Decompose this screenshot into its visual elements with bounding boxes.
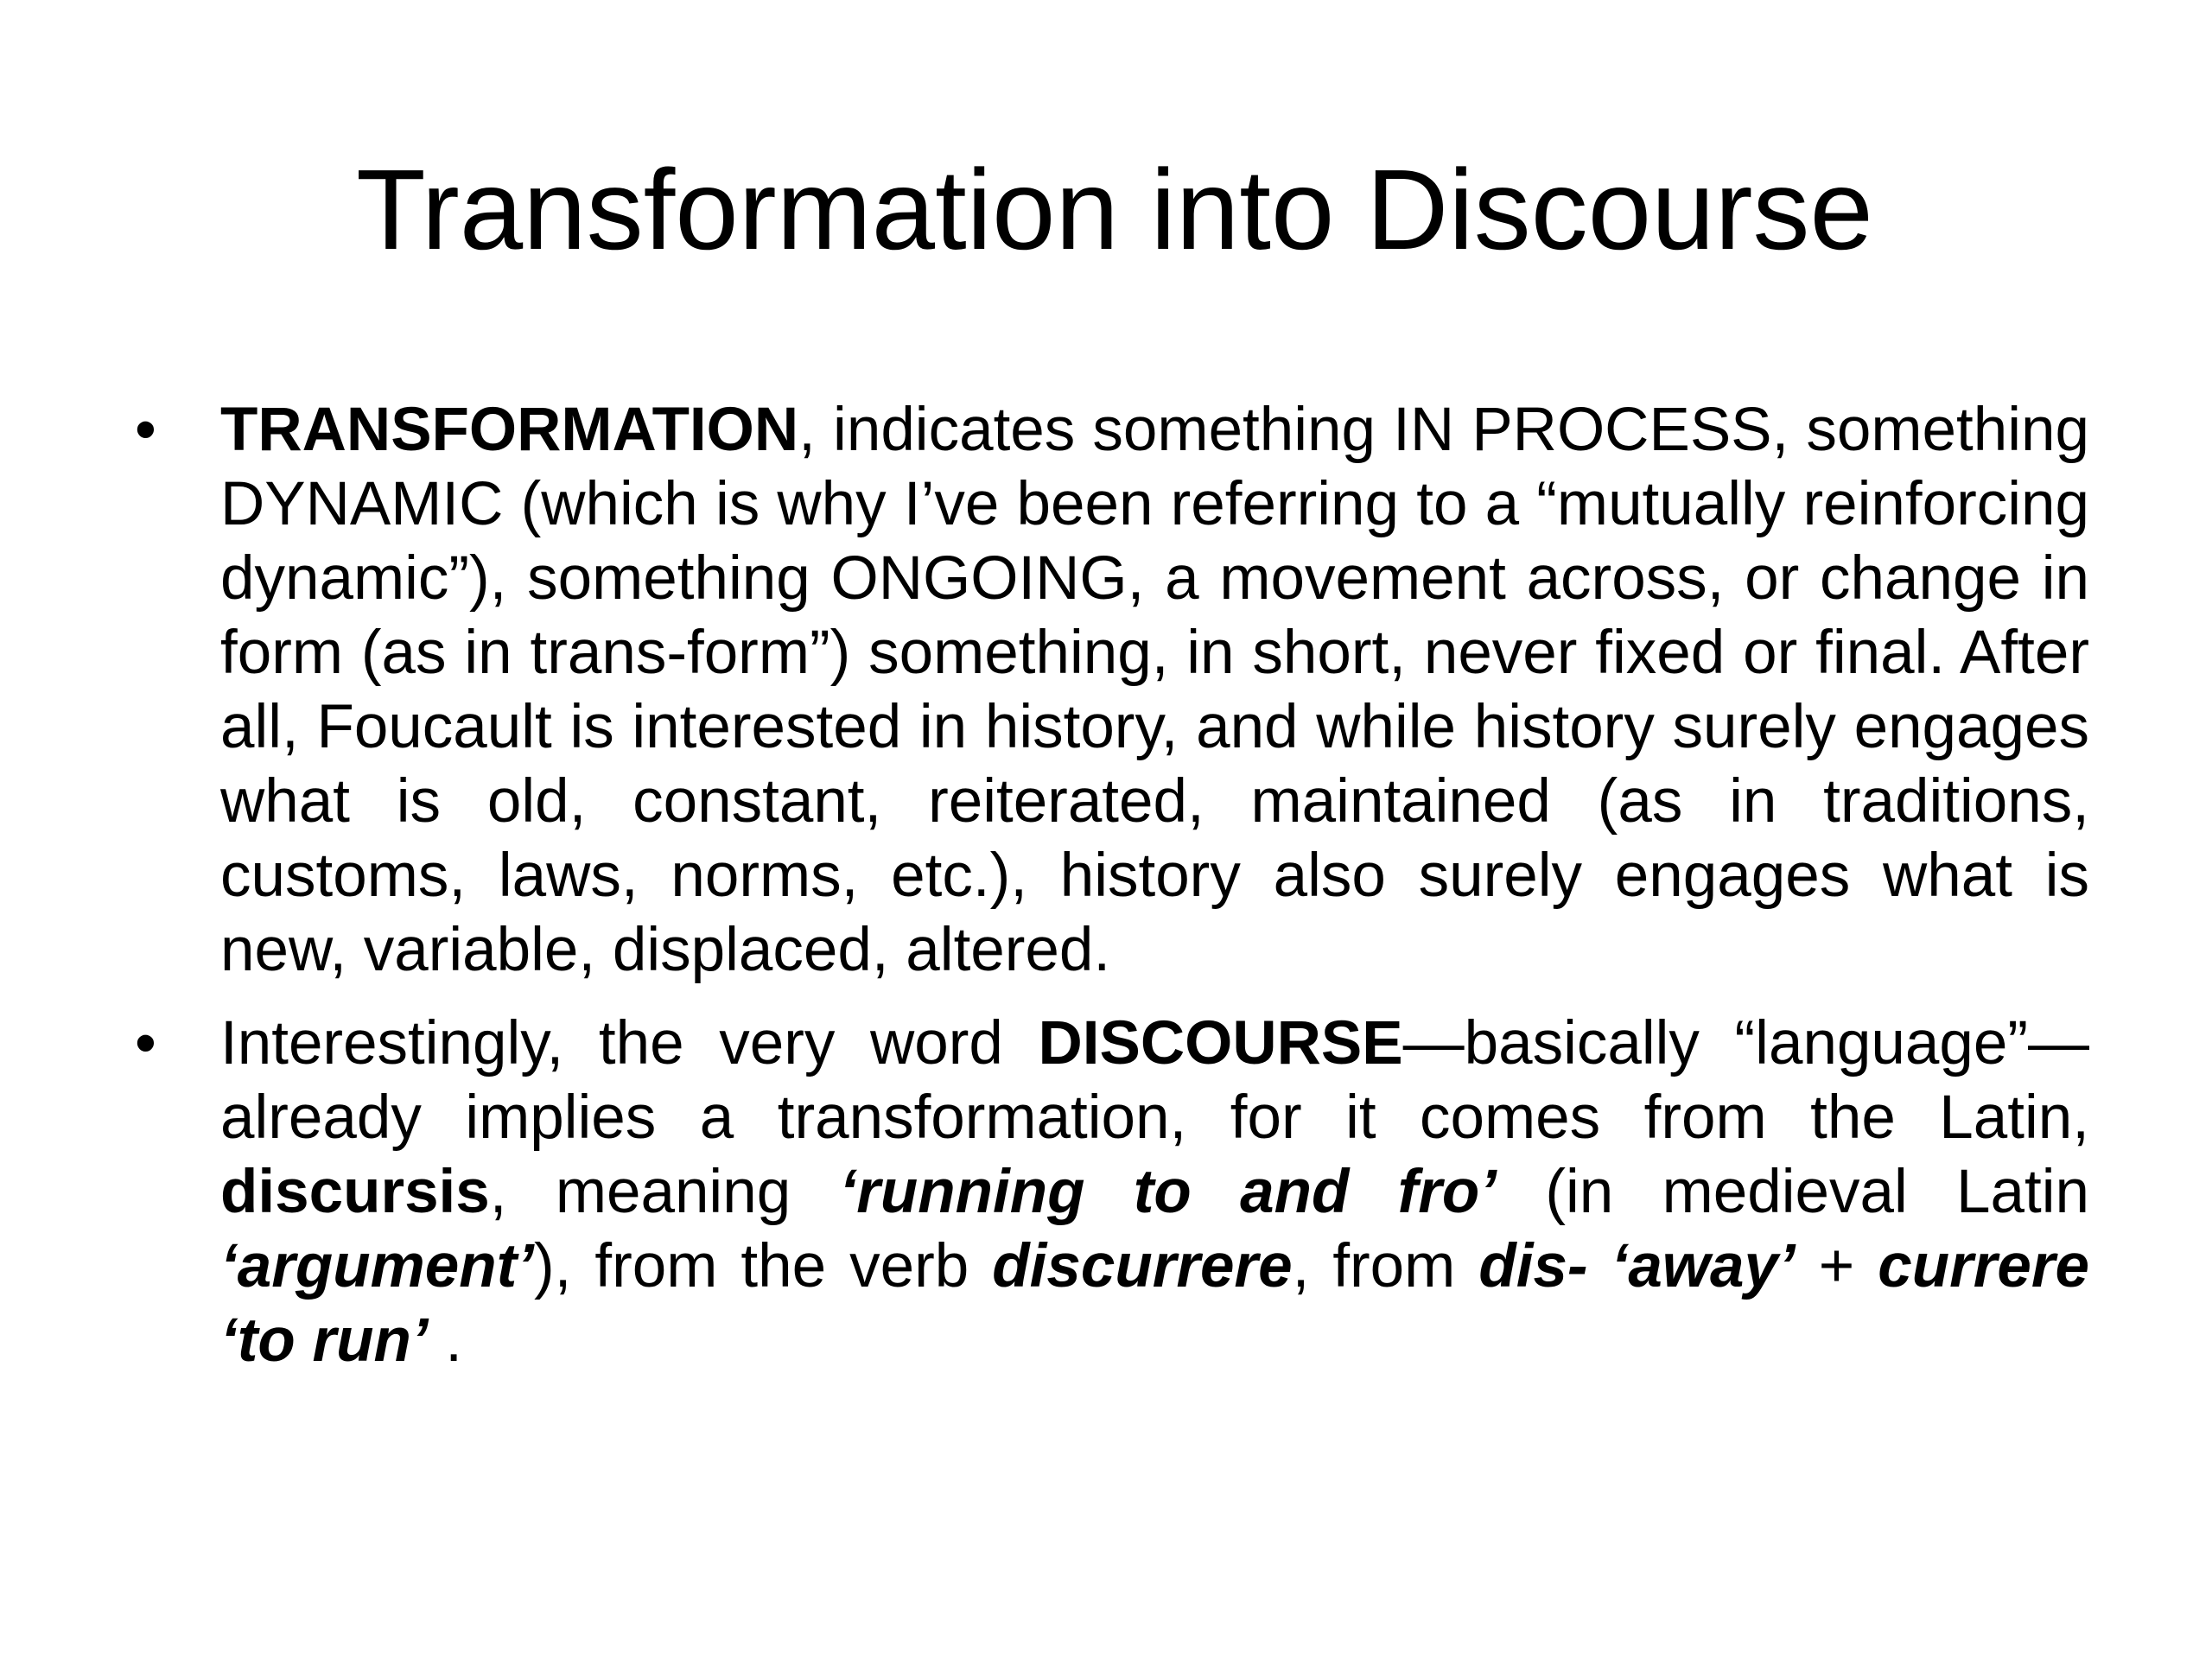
bullet-text-segment: —basically “language”—already implies a transformation, for it comes from the Latin, <box>220 1009 2090 1152</box>
bullet-text-segment: ‘argument’ <box>220 1232 534 1300</box>
bullet-list <box>130 393 2089 1378</box>
bullet-text-segment: ), from the verb <box>533 1232 993 1300</box>
bullet-text-segment: TRANSFORMATION <box>220 396 799 464</box>
bullet-text-segment: DISCOURSE <box>1038 1009 1403 1077</box>
bullet-text-segment: ‘running to and fro’ <box>839 1158 1497 1226</box>
bullet-text-segment: currere ‘to run’ <box>220 1232 2090 1375</box>
bullet-text-segment: discurrere <box>992 1232 1293 1300</box>
bullet-dot-icon: • <box>135 396 156 464</box>
bullet-text-segment: , meaning <box>489 1158 840 1226</box>
bullet-text-segment: (in medieval Latin <box>1497 1158 2090 1226</box>
bullet-item-discourse <box>130 1007 2089 1378</box>
bullet-dot-icon: • <box>135 1009 156 1077</box>
bullet-text-segment: , indicates something IN PROCESS, something DYNAMIC (which is why I’ve been referring to a “mutually reinforcing dynamic”), something ONGOING, a movement across, or change in form (as in trans-form”) something, in short, never fixed or final. After all, Foucault is interested in history, and while history surely engages what is old, constant, reiterated, maintained (as in traditions, customs, laws, norms, etc.), history also surely engages what is new, variable, displaced, altered. <box>220 396 2089 984</box>
bullet-text-segment: + <box>1795 1232 1878 1300</box>
bullet-text-segment: , from <box>1292 1232 1479 1300</box>
bullet-text-segment: discursis <box>220 1158 490 1226</box>
bullet-item-transformation <box>130 393 2089 988</box>
bullet-text-segment: dis- ‘away’ <box>1478 1232 1796 1300</box>
bullet-text-segment: . <box>428 1306 463 1375</box>
slide-title: Transformation into Discourse <box>356 146 1873 273</box>
bullet-text-segment: Interestingly, the very word <box>220 1009 1039 1077</box>
